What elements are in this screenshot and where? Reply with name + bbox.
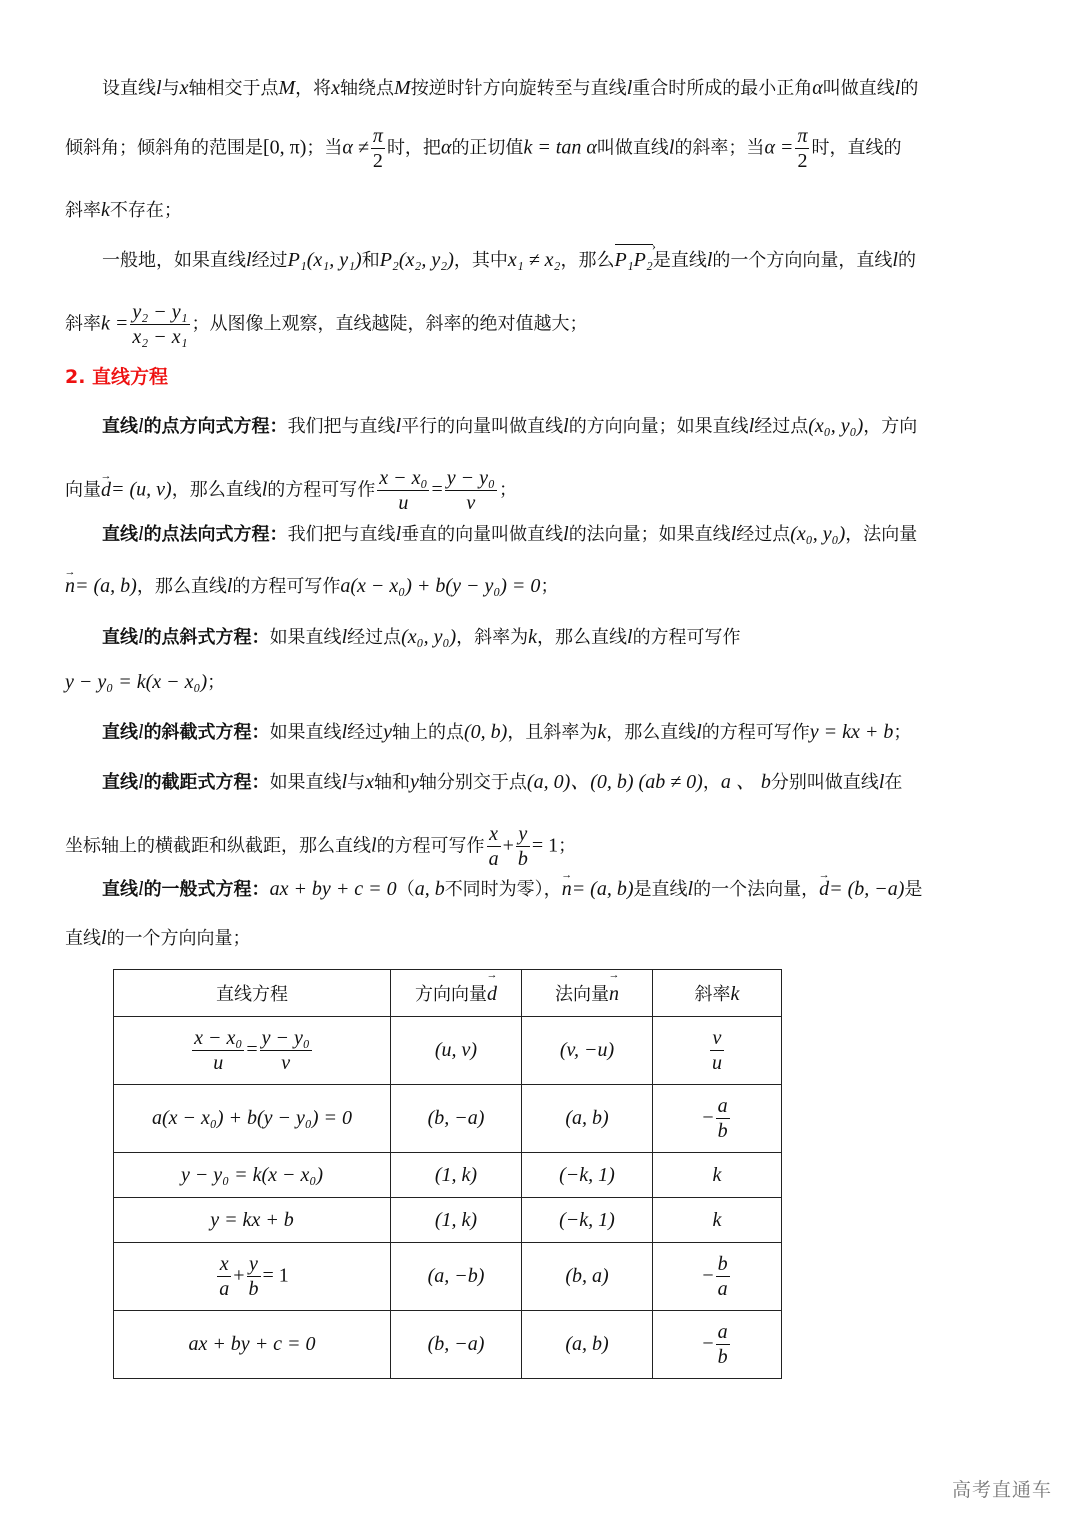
denominator: u bbox=[398, 492, 409, 514]
text: 的一个方向向量，直线 bbox=[712, 250, 893, 271]
fraction bbox=[377, 466, 429, 515]
math-l: l bbox=[341, 771, 348, 793]
text: ；当 bbox=[306, 137, 343, 159]
cell-equation bbox=[114, 1017, 391, 1085]
vector-n: → n bbox=[65, 574, 75, 598]
fraction bbox=[716, 1320, 730, 1369]
text: 轴绕点 bbox=[340, 78, 395, 99]
text: ， bbox=[702, 772, 721, 793]
equals: = bbox=[431, 478, 443, 501]
point-normal-line1 bbox=[102, 522, 917, 547]
text: 按逆时针方向旋转至与直线 bbox=[410, 78, 627, 99]
math-l: l bbox=[341, 626, 348, 648]
text: 的正切值 bbox=[451, 137, 524, 159]
numerator: b bbox=[717, 1253, 728, 1275]
text: ； bbox=[893, 722, 912, 743]
text: 经过 bbox=[251, 250, 288, 271]
text: 不存在； bbox=[109, 200, 182, 221]
fraction bbox=[487, 822, 501, 871]
cell-slope bbox=[653, 1243, 782, 1311]
text: ，将 bbox=[295, 78, 332, 99]
cell-equation bbox=[114, 1243, 391, 1311]
text: 时，把 bbox=[386, 137, 441, 159]
text: 垂直的向量叫做直线 bbox=[401, 524, 564, 545]
denominator: 2 bbox=[372, 150, 383, 172]
math-value: = (b, −a) bbox=[829, 878, 905, 900]
text: 是 bbox=[904, 879, 923, 900]
cell-equation: ax + by + c = 0 bbox=[114, 1311, 391, 1379]
text: 与 bbox=[347, 772, 366, 793]
table-row bbox=[114, 1311, 782, 1379]
rhs: = 1 bbox=[262, 1264, 289, 1287]
text: ，法向量 bbox=[845, 524, 918, 545]
numerator: a bbox=[717, 1095, 728, 1117]
cell-slope bbox=[653, 1017, 782, 1085]
para1-line1 bbox=[102, 76, 918, 101]
cell-normal: (b, a) bbox=[522, 1243, 653, 1311]
text: ； bbox=[498, 479, 517, 501]
minus: − bbox=[702, 1106, 714, 1129]
numerator: a bbox=[717, 1321, 728, 1343]
math-equation: a(x − x₀) + b(y − y₀) = 0 bbox=[340, 575, 541, 597]
math-x: x bbox=[331, 77, 341, 99]
cell-equation: a(x − x₀) + b(y − y₀) = 0 bbox=[114, 1085, 391, 1153]
header-slope bbox=[653, 970, 782, 1017]
cell-normal: (a, b) bbox=[522, 1085, 653, 1153]
cell-slope: k bbox=[653, 1153, 782, 1198]
cell-slope bbox=[653, 1085, 782, 1153]
fraction-pi-over-2 bbox=[795, 124, 809, 173]
text: 坐标轴上的横截距和纵截距，那么直线 bbox=[65, 835, 371, 857]
label: 的点斜式方程： bbox=[143, 627, 270, 648]
math-equation: ax + by + c = 0 bbox=[269, 878, 397, 900]
point-direction-line1 bbox=[102, 414, 917, 439]
math-l: l bbox=[101, 927, 107, 949]
math-alpha-eq: α = bbox=[764, 136, 794, 159]
rhs: = 1 bbox=[531, 834, 559, 857]
math-ab: a, b bbox=[414, 878, 445, 900]
math-l: l bbox=[226, 575, 233, 597]
math-point: (x₀, y₀) bbox=[790, 523, 846, 545]
math-y: y bbox=[410, 771, 419, 793]
denominator: 2 bbox=[797, 150, 808, 172]
math-k: k bbox=[101, 199, 110, 221]
fraction bbox=[716, 1252, 730, 1301]
denominator: v bbox=[281, 1052, 291, 1074]
line-equation-table bbox=[113, 969, 782, 1379]
label: 的截距式方程： bbox=[143, 772, 270, 793]
math-x: x bbox=[365, 771, 375, 793]
math-y: y bbox=[383, 721, 393, 743]
math-alpha-neq: α ≠ bbox=[342, 136, 369, 159]
para1-line3 bbox=[65, 198, 182, 223]
vector-d: → d bbox=[487, 983, 497, 1006]
text: 斜率 bbox=[65, 200, 101, 221]
cell-direction: (b, −a) bbox=[391, 1085, 522, 1153]
denominator: u bbox=[213, 1052, 224, 1074]
header-equation: 直线方程 bbox=[114, 970, 391, 1017]
math-x: x bbox=[179, 77, 189, 99]
label: 直线 bbox=[102, 879, 138, 900]
math-p1: P₁(x₁, y₁) bbox=[287, 249, 362, 271]
numerator: x bbox=[487, 822, 501, 847]
numerator: π bbox=[372, 125, 383, 147]
text: （ bbox=[396, 879, 415, 900]
math-k: k bbox=[528, 626, 537, 648]
vector-d: → d bbox=[101, 478, 111, 502]
fraction bbox=[445, 466, 497, 515]
math-l: l bbox=[563, 415, 569, 437]
text: 重合时所成的最小正角 bbox=[632, 78, 813, 99]
text: 叫做直线 bbox=[822, 78, 895, 99]
denominator: a bbox=[219, 1278, 230, 1300]
math-l: l bbox=[341, 721, 348, 743]
point-slope-line2 bbox=[65, 670, 225, 695]
header-direction bbox=[391, 970, 522, 1017]
minus: − bbox=[702, 1332, 714, 1355]
intercept-line2 bbox=[65, 822, 576, 871]
text: 如果直线 bbox=[269, 722, 342, 743]
table-row bbox=[114, 1017, 782, 1085]
text: ； bbox=[540, 576, 559, 597]
cell-slope: k bbox=[653, 1198, 782, 1243]
numerator: y − y₀ bbox=[261, 1027, 310, 1049]
denominator: b bbox=[517, 848, 528, 870]
math-l: l bbox=[138, 721, 144, 743]
text: ，那么直线 bbox=[537, 627, 627, 648]
text: 是直线 bbox=[652, 250, 707, 271]
denominator: v bbox=[466, 492, 476, 514]
denominator: a bbox=[488, 848, 499, 870]
text: 的 bbox=[897, 250, 916, 271]
math-l: l bbox=[563, 523, 569, 545]
text: 的方程可写作 bbox=[267, 479, 376, 501]
math-k-tan: k = tan α bbox=[523, 136, 597, 159]
text: 轴分别交于点 bbox=[418, 772, 527, 793]
text: 的方程可写作 bbox=[232, 576, 341, 597]
math-point: (0, b) bbox=[464, 721, 508, 743]
table-header-row bbox=[114, 970, 782, 1017]
text: 设直线 bbox=[102, 78, 156, 99]
vector-n: → n bbox=[562, 877, 572, 901]
para2-line2 bbox=[65, 300, 588, 349]
cell-normal: (a, b) bbox=[522, 1311, 653, 1379]
text: 经过点 bbox=[347, 627, 402, 648]
cell-normal: (−k, 1) bbox=[522, 1153, 653, 1198]
numerator: π bbox=[797, 125, 808, 147]
label: 方向向量 bbox=[415, 984, 487, 1005]
text: 一般地，如果直线 bbox=[102, 250, 246, 271]
cell-slope bbox=[653, 1311, 782, 1379]
section-heading: 2. 直线方程 bbox=[65, 366, 169, 388]
label: 法向量 bbox=[555, 984, 609, 1005]
slope-intercept-line bbox=[102, 720, 911, 745]
fraction bbox=[710, 1026, 724, 1075]
text: ，那么直线 bbox=[136, 576, 227, 597]
math-alpha: α bbox=[812, 77, 823, 99]
math-l: l bbox=[138, 523, 144, 545]
denominator: u bbox=[712, 1052, 722, 1074]
text: 直线 bbox=[65, 928, 101, 949]
fraction bbox=[192, 1026, 244, 1075]
text: ，那么直线 bbox=[606, 722, 697, 743]
denominator: a bbox=[717, 1278, 728, 1300]
denominator: b bbox=[717, 1120, 728, 1142]
text: 经过点 bbox=[736, 524, 791, 545]
math-l: l bbox=[138, 626, 144, 648]
minus: − bbox=[702, 1264, 714, 1287]
text: 时，直线的 bbox=[811, 137, 902, 159]
numerator: y bbox=[516, 822, 530, 847]
text: ，其中 bbox=[453, 250, 508, 271]
cell-direction: (1, k) bbox=[391, 1153, 522, 1198]
math-l: l bbox=[706, 249, 713, 271]
math-point: (x₀, y₀) bbox=[808, 415, 864, 437]
math-l: l bbox=[138, 771, 144, 793]
vector-d: → d bbox=[819, 877, 829, 901]
label: 直线 bbox=[102, 416, 138, 437]
fraction bbox=[716, 1094, 730, 1143]
math-l: l bbox=[730, 523, 737, 545]
math-points: (a, 0)、(0, b) (ab ≠ 0) bbox=[526, 771, 703, 793]
general-line2 bbox=[65, 926, 251, 951]
numerator: x − x₀ bbox=[194, 1027, 243, 1049]
numerator: x bbox=[217, 1252, 231, 1277]
denominator: b bbox=[717, 1346, 728, 1368]
text: 的一个方向向量； bbox=[106, 928, 251, 949]
text: 的 bbox=[900, 78, 919, 99]
text: ； bbox=[558, 835, 577, 857]
plus: + bbox=[502, 834, 514, 857]
text: 是直线 bbox=[633, 879, 688, 900]
cell-equation: y − y₀ = k(x − x₀) bbox=[114, 1153, 391, 1198]
intercept-line1 bbox=[102, 770, 902, 795]
text: 和 bbox=[361, 250, 380, 271]
text: 斜率 bbox=[65, 313, 101, 335]
math-l: l bbox=[371, 834, 377, 857]
text: 我们把与直线 bbox=[287, 524, 396, 545]
text: 的法向量；如果直线 bbox=[568, 524, 731, 545]
cell-direction: (1, k) bbox=[391, 1198, 522, 1243]
math-l: l bbox=[138, 415, 144, 437]
math-M: M bbox=[394, 77, 411, 99]
text: 的斜率；当 bbox=[674, 137, 765, 159]
vector-p1p2: P₁P₂ › bbox=[615, 248, 653, 272]
text: 的方向向量；如果直线 bbox=[568, 416, 749, 437]
text: 的方程可写作 bbox=[376, 835, 485, 857]
math-l: l bbox=[626, 77, 633, 99]
math-k: k bbox=[730, 983, 740, 1005]
label: 的点法向式方程： bbox=[143, 524, 288, 545]
table-row bbox=[114, 1243, 782, 1311]
text: 分别叫做直线 bbox=[770, 772, 879, 793]
text: ，那么 bbox=[560, 250, 615, 271]
cell-normal: (v, −u) bbox=[522, 1017, 653, 1085]
plus: + bbox=[233, 1264, 245, 1287]
math-l: l bbox=[138, 878, 144, 900]
math-value: = (a, b) bbox=[571, 878, 634, 900]
text: 如果直线 bbox=[269, 627, 342, 648]
text: 的方程可写作 bbox=[701, 722, 810, 743]
math-value: = (a, b) bbox=[75, 575, 137, 597]
text: 不同时为零）， bbox=[444, 879, 562, 900]
text: 在 bbox=[884, 772, 903, 793]
label: 的斜截式方程： bbox=[143, 722, 270, 743]
point-direction-line2 bbox=[65, 466, 517, 515]
math-M: M bbox=[278, 77, 296, 99]
text: 向量 bbox=[65, 479, 101, 501]
label: 直线 bbox=[102, 722, 138, 743]
math-alpha: α bbox=[440, 136, 452, 159]
math-point: (x₀, y₀) bbox=[401, 626, 457, 648]
table-row bbox=[114, 1198, 782, 1243]
equals: = bbox=[246, 1038, 258, 1061]
text: 轴相交于点 bbox=[188, 78, 279, 99]
math-l: l bbox=[668, 136, 675, 159]
math-l: l bbox=[892, 249, 898, 271]
cell-normal: (−k, 1) bbox=[522, 1198, 653, 1243]
fraction bbox=[516, 822, 530, 871]
text: 与 bbox=[161, 78, 180, 99]
cell-direction: (b, −a) bbox=[391, 1311, 522, 1379]
math-l: l bbox=[395, 415, 402, 437]
table-row bbox=[114, 1085, 782, 1153]
denominator: b bbox=[248, 1278, 259, 1300]
text: 经过 bbox=[347, 722, 384, 743]
numerator: y bbox=[247, 1252, 261, 1277]
point-slope-line1 bbox=[102, 625, 741, 650]
numerator: y₂ − y₁ bbox=[132, 301, 188, 323]
label: 直线 bbox=[102, 524, 138, 545]
para2-line1 bbox=[102, 248, 916, 273]
text: 平行的向量叫做直线 bbox=[401, 416, 564, 437]
numerator: y − y₀ bbox=[446, 467, 495, 489]
text: ，斜率为 bbox=[456, 627, 529, 648]
label: 直线 bbox=[102, 627, 138, 648]
cell-direction: (a, −b) bbox=[391, 1243, 522, 1311]
text: ，那么直线 bbox=[171, 479, 262, 501]
slope-fraction bbox=[130, 300, 189, 349]
text: ，且斜率为 bbox=[507, 722, 598, 743]
math-l: l bbox=[156, 77, 162, 99]
text: 轴上的点 bbox=[392, 722, 465, 743]
math-range: [0, π) bbox=[263, 136, 307, 159]
fraction bbox=[217, 1252, 231, 1301]
text: 轴和 bbox=[374, 772, 411, 793]
header-normal bbox=[522, 970, 653, 1017]
table-row bbox=[114, 1153, 782, 1198]
math-ab: a 、 b bbox=[720, 771, 771, 793]
point-normal-line2 bbox=[65, 574, 558, 599]
text: 的一个法向量， bbox=[693, 879, 820, 900]
text: 经过点 bbox=[754, 416, 809, 437]
numerator: x − x₀ bbox=[379, 467, 428, 489]
denominator: x₂ − x₁ bbox=[132, 326, 188, 348]
text: ；从图像上观察，直线越陡，斜率的绝对值越大； bbox=[191, 313, 588, 335]
math-l: l bbox=[696, 721, 702, 743]
text: 如果直线 bbox=[269, 772, 342, 793]
para1-line2 bbox=[65, 124, 901, 173]
watermark: 高考直通车 bbox=[951, 1479, 1052, 1501]
math-l: l bbox=[246, 249, 252, 271]
text: ； bbox=[207, 672, 226, 693]
math-l: l bbox=[627, 626, 633, 648]
math-l: l bbox=[261, 478, 268, 501]
text: 的方程可写作 bbox=[632, 627, 741, 648]
math-l: l bbox=[395, 523, 402, 545]
math-l: l bbox=[748, 415, 755, 437]
label: 的点方向式方程： bbox=[143, 416, 288, 437]
vector-n: → n bbox=[609, 983, 619, 1006]
label: 直线 bbox=[102, 772, 138, 793]
general-line1 bbox=[102, 877, 922, 902]
math-l: l bbox=[687, 878, 694, 900]
label: 的一般式方程： bbox=[143, 879, 270, 900]
math-value: = (u, v) bbox=[111, 478, 172, 501]
math-k: k bbox=[597, 721, 607, 743]
text: 倾斜角；倾斜角的范围是 bbox=[65, 137, 263, 159]
fraction-pi-over-2 bbox=[371, 124, 385, 173]
math-k-eq: k = bbox=[101, 312, 129, 335]
math-condition: x₁ ≠ x₂ bbox=[507, 249, 561, 271]
text: 叫做直线 bbox=[596, 137, 669, 159]
text: 我们把与直线 bbox=[287, 416, 396, 437]
math-equation: y = kx + b bbox=[809, 721, 894, 743]
text: ，方向 bbox=[863, 416, 918, 437]
math-p2: P₂(x₂, y₂) bbox=[379, 249, 454, 271]
numerator: v bbox=[710, 1026, 724, 1051]
math-l: l bbox=[894, 77, 901, 99]
math-l: l bbox=[878, 771, 885, 793]
cell-equation: y = kx + b bbox=[114, 1198, 391, 1243]
fraction bbox=[260, 1026, 312, 1075]
fraction bbox=[247, 1252, 261, 1301]
math-equation: y − y₀ = k(x − x₀) bbox=[65, 671, 208, 693]
label: 斜率 bbox=[694, 984, 731, 1005]
cell-direction: (u, v) bbox=[391, 1017, 522, 1085]
